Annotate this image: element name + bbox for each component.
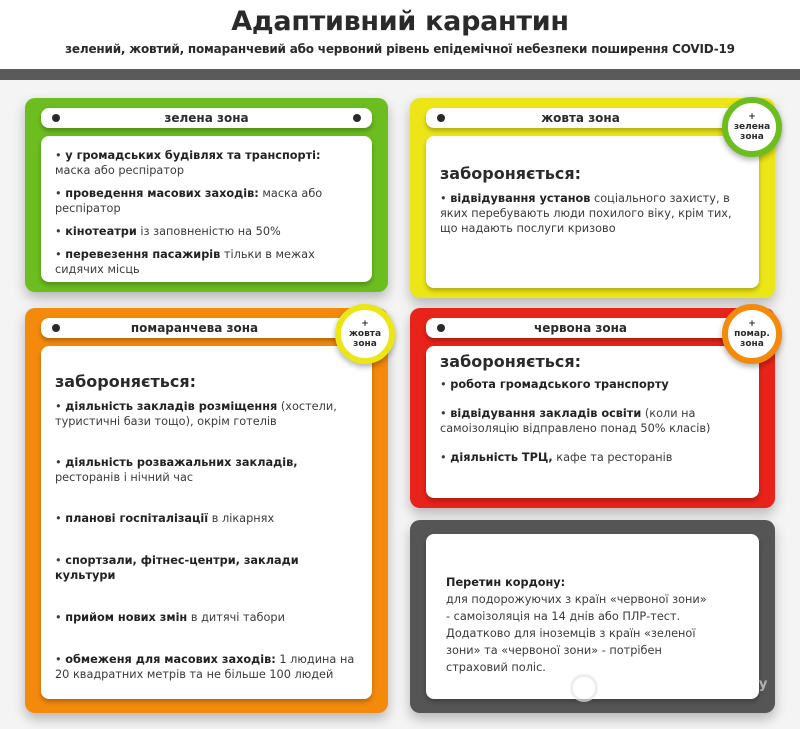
plus-orange-zone-badge: + помар. зона bbox=[722, 304, 782, 364]
orange-zone-header bbox=[41, 318, 348, 338]
green-zone-header bbox=[41, 108, 372, 128]
border-crossing-line: для подорожуючих з країн «червоної зони» bbox=[446, 593, 707, 606]
yellow-zone-body bbox=[426, 136, 759, 288]
orange-zone-body bbox=[41, 346, 372, 699]
forbidden-label: забороняється: bbox=[440, 164, 582, 183]
dot-icon bbox=[353, 114, 361, 122]
list-item: • робота громадського транспорту bbox=[440, 378, 669, 391]
border-crossing-line: зони» та «червоної зони» - потрібен bbox=[446, 644, 662, 657]
green-zone-card bbox=[25, 98, 388, 292]
dot-icon bbox=[437, 324, 445, 332]
orange-zone-card bbox=[25, 308, 388, 713]
yellow-zone-title: жовта зона bbox=[541, 111, 620, 125]
border-crossing-line: страховий поліс. bbox=[446, 661, 546, 674]
dot-icon bbox=[52, 324, 60, 332]
red-zone-title: червона зона bbox=[534, 321, 627, 335]
forbidden-label: забороняється: bbox=[55, 372, 197, 391]
red-zone-body bbox=[426, 346, 759, 498]
border-crossing-body bbox=[426, 534, 759, 699]
list-item: • проведення масових заходів: маска або респіратор bbox=[55, 187, 323, 215]
red-zone-card bbox=[410, 308, 775, 508]
divider-bar bbox=[0, 69, 800, 80]
watermark-logo-icon bbox=[570, 674, 598, 702]
list-item: • діяльність ТРЦ, кафе та ресторанів bbox=[440, 451, 673, 464]
list-item: • обмеженя для масових заходів: 1 людина на 20 квадратних метрів та не більше 100 людей bbox=[55, 653, 355, 681]
red-zone-header bbox=[426, 318, 735, 338]
forbidden-label: забороняється: bbox=[440, 352, 582, 371]
list-item: • у громадських будівлях та транспорті: маска або респіратор bbox=[55, 149, 321, 177]
page-title: Адаптивний карантин bbox=[231, 6, 569, 37]
yellow-zone-card bbox=[410, 98, 775, 298]
list-item: • відвідування установ соціального захисту, в яких перебувають люди похилого віку, крім тих, що надають послуги кризово bbox=[440, 192, 732, 235]
orange-zone-title: помаранчева зона bbox=[130, 321, 259, 335]
list-item: • планові госпіталізації в лікарнях bbox=[55, 512, 275, 525]
border-crossing-line: Додатково для іноземців з країн «зеленої bbox=[446, 627, 696, 640]
border-crossing-title: Перетин кордону: bbox=[446, 576, 566, 589]
list-item: • спортзали, фітнес-центри, заклади культури bbox=[55, 554, 299, 582]
green-zone-title: зелена зона bbox=[164, 111, 249, 125]
list-item: • відвідування закладів освіти (коли на самоізоляцію відправлено понад 50% класів) bbox=[440, 407, 711, 435]
border-crossing-line: - самоізоляція на 14 днів або ПЛР-тест. bbox=[446, 610, 681, 623]
plus-yellow-zone-badge: + жовта зона bbox=[335, 304, 395, 364]
plus-green-zone-badge: + зелена зона bbox=[722, 97, 782, 157]
page-subtitle: зелений, жовтий, помаранчевий або червоний рівень епідемічної небезпеки поширення COVID-19 bbox=[65, 42, 735, 56]
list-item: • перевезення пасажирів тільки в межах сидячих місць bbox=[55, 248, 315, 276]
green-zone-body bbox=[41, 136, 372, 282]
watermark: OBOZREVATEL /getty bbox=[606, 677, 768, 692]
list-item: • прийом нових змін в дитячі табори bbox=[55, 611, 285, 624]
list-item: • діяльність розважальних закладів, ресторанів і нічний час bbox=[55, 456, 298, 484]
dot-icon bbox=[437, 114, 445, 122]
yellow-zone-header bbox=[426, 108, 735, 128]
list-item: • кінотеатри із заповненістю на 50% bbox=[55, 225, 281, 238]
dot-icon bbox=[52, 114, 60, 122]
list-item: • діяльність закладів розміщення (хостели, туристичні бази тощо), окрім готелів bbox=[55, 400, 337, 428]
